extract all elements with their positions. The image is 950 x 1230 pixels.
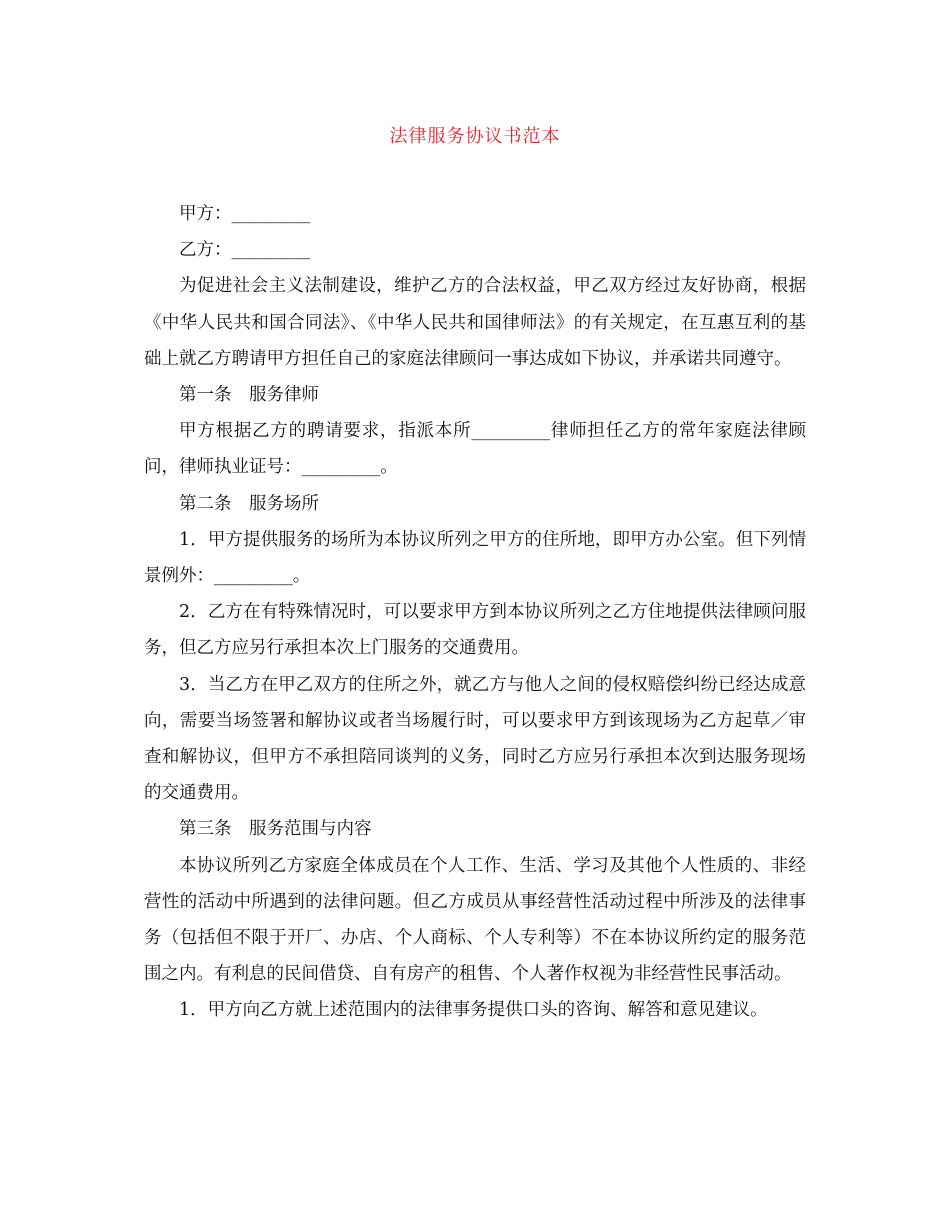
intro-paragraph: 为促进社会主义法制建设，维护乙方的合法权益，甲乙双方经过友好协商，根据《中华人民共和国合同法》、《中华人民共和国律师法》的有关规定，在互惠互利的基础上就乙方聘请甲方担任自己的家庭法律顾问一事达成如下协议，并承诺共同遵守。 xyxy=(144,276,806,369)
document-body xyxy=(144,196,806,1029)
party-a-line: 甲方：_________ xyxy=(179,204,311,224)
article-1-paragraph: 甲方根据乙方的聘请要求，指派本所_________律师担任乙方的常年家庭法律顾问，律师执业证号：_________。 xyxy=(144,421,806,478)
article-2-item-1: 1．甲方提供服务的场所为本协议所列之甲方的住所地，即甲方办公室。但下列情景例外：_________。 xyxy=(144,529,806,587)
article-3-item-1: 1．甲方向乙方就上述范围内的法律事务提供口头的咨询、解答和意见建议。 xyxy=(179,1000,768,1021)
document-title: 法律服务协议书范本 xyxy=(389,126,561,147)
party-b-line: 乙方：_________ xyxy=(179,240,311,261)
article-2-item-2: 2．乙方在有特殊情况时，可以要求甲方到本协议所列之乙方住地提供法律顾问服务，但乙方应另行承担本次上门服务的交通费用。 xyxy=(144,602,806,659)
article-2-item-3: 3．当乙方在甲乙双方的住所之外，就乙方与他人之间的侵权赔偿纠纷已经达成意向，需要当场签署和解协议或者当场履行时，可以要求甲方到该现场为乙方起草／审查和解协议，但甲方不承担陪同谈判的义务，同时乙方应另行承担本次到达服务现场的交通费用。 xyxy=(144,674,806,804)
article-1-heading: 第一条 服务律师 xyxy=(179,385,319,406)
article-3-scope-paragraph: 本协议所列乙方家庭全体成员在个人工作、生活、学习及其他个人性质的、非经营性的活动中所遇到的法律问题。但乙方成员从事经营性活动过程中所涉及的法律事务（包括但不限于开厂、办店、个人商标、个人专利等）不在本协议所约定的服务范围之内。有利息的民间借贷、自有房产的租售、个人著作权视为非经营性民事活动。 xyxy=(144,855,806,985)
article-2-heading: 第二条 服务场所 xyxy=(179,493,319,514)
article-3-heading: 第三条 服务范围与内容 xyxy=(179,819,372,840)
